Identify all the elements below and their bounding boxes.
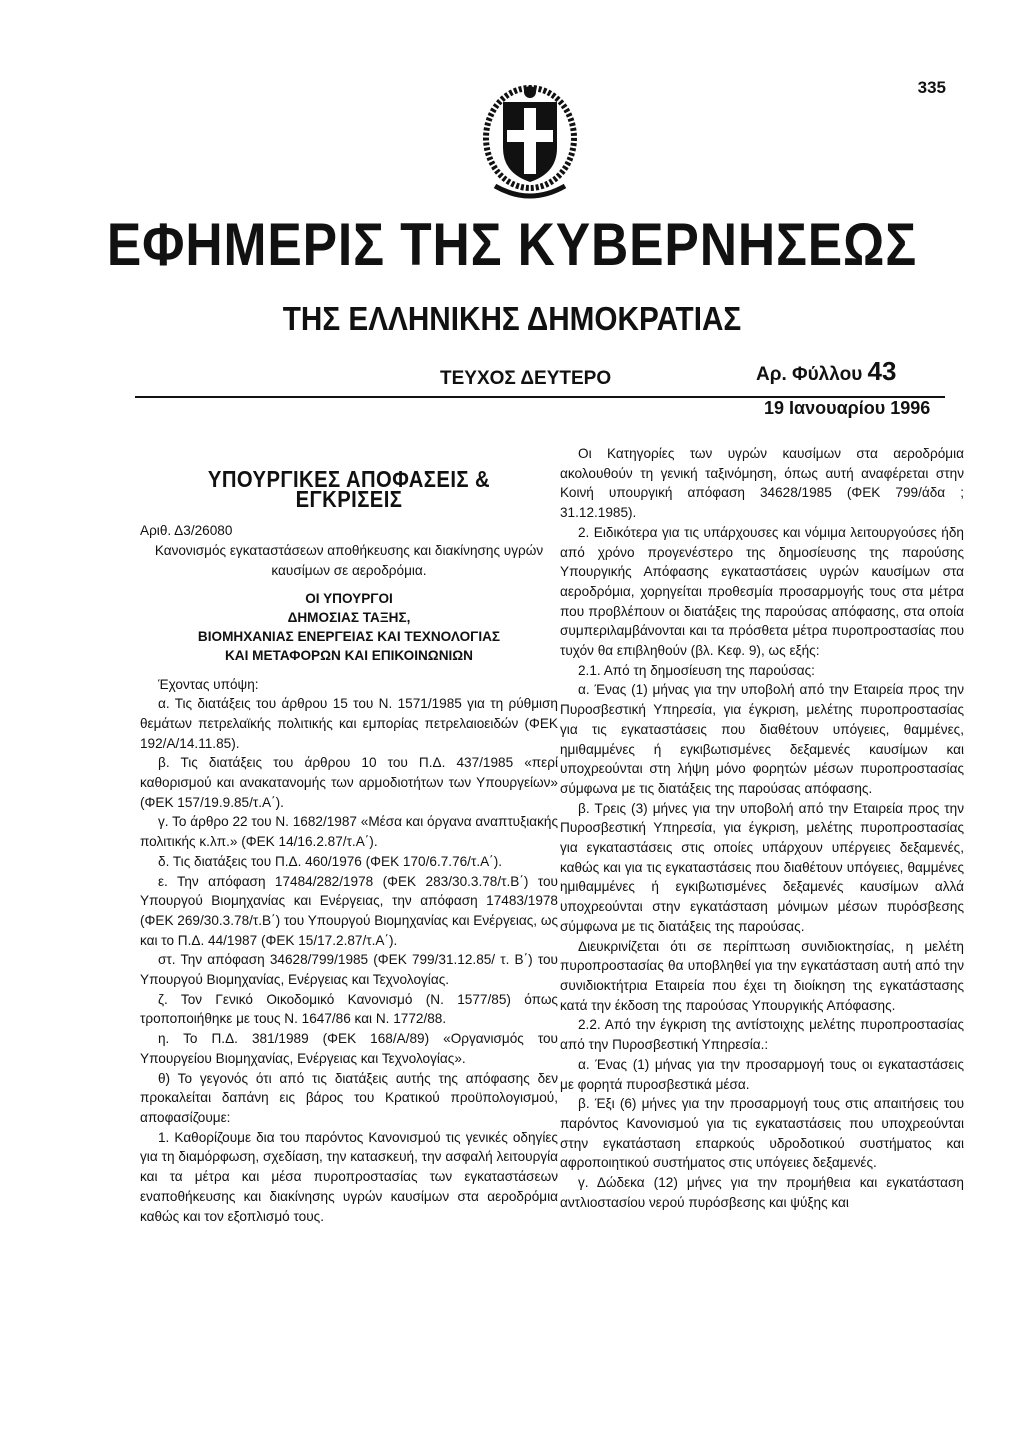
paragraph: δ. Τις διατάξεις του Π.Δ. 460/1976 (ΦΕΚ 170/6.7.76/τ.Α΄). xyxy=(158,853,503,869)
paragraph: ε. Την απόφαση 17484/282/1978 (ΦΕΚ 283/30.3.78/τ.Β΄) του Υπουργού Βιομηχανίας και Ενέργειας, την απόφαση 17483/1978 (ΦΕΚ 269/30.3.78/τ.Β΄) του Υπουργού Βιομηχανίας και Ενέργειας, ως και το Π.Δ. 44/1987 (ΦΕΚ 15/17.2.87/τ.Α΄). xyxy=(140,873,558,948)
paragraph: α. Ένας (1) μήνας για την προσαρμογή τους οι εγκαταστάσεις με φορητά πυροσβεστικά μέσα. xyxy=(560,1056,964,1092)
paragraph: 2.1. Από τη δημοσίευση της παρούσας: xyxy=(578,662,815,678)
sheet-number: 43 xyxy=(867,356,897,386)
page-number: 335 xyxy=(917,78,946,97)
paragraph: ζ. Τον Γενικό Οικοδομικό Κανονισμό (Ν. 1577/85) όπως τροποποιήθηκε με τους Ν. 1647/86 και Ν. 1772/88. xyxy=(140,991,558,1027)
paragraph: 2.2. Από την έγκριση της αντίστοιχης μελέτης πυροπροστασίας από την Πυροσβεστική Υπηρεσία.: xyxy=(560,1017,964,1053)
paragraph: α. Τις διατάξεις του άρθρου 15 του Ν. 1571/1985 για τη ρύθμιση θεμάτων πετρελαϊκής πολιτικής και εμπορίας πετρελαιοειδών (ΦΕΚ 192/Α/14.11.85). xyxy=(140,696,558,751)
issue-date: 19 Ιανουαρίου 1996 xyxy=(764,398,931,418)
left-column xyxy=(140,466,558,1226)
paragraph: β. Τρεις (3) μήνες για την υποβολή από την Εταιρεία προς την Πυροσβεστική Υπηρεσία, για έγκριση, μελέτης πυροπροστασίας για εγκαταστάσεις στις οποίες υπάρχουν υπέργειες δεξαμενές, καθώς και για τις εγκαταστάσεις που διαθέτουν υπόγειες, θαμμένες ημιθαμμένες ή εγκιβωτισμένες δεξαμενές καυσίμων αλλά υποχρεούνται στην εγκατάσταση μόνιμων μέσων πυρόσβεσης σύμφωνα με τις διατάξεις της παρούσας. xyxy=(560,800,964,934)
ministers-heading: ΟΙ ΥΠΟΥΡΓΟΙ ΔΗΜΟΣΙΑΣ ΤΑΞΗΣ, ΒΙΟΜΗΧΑΝΙΑΣ ΕΝΕΡΓΕΙΑΣ ΚΑΙ ΤΕΧΝΟΛΟΓΙΑΣ ΚΑΙ ΜΕΤΑΦΟΡΩΝ ΚΑΙ ΕΠΙΚΟΙΝΩΝΙΩΝ xyxy=(197,590,501,663)
paragraph: στ. Την απόφαση 34628/799/1985 (ΦΕΚ 799/31.12.85/ τ. Β΄) του Υπουργού Βιομηχανίας, Ενέργειας και Τεχνολογίας. xyxy=(140,952,558,988)
paragraph: Διευκρινίζεται ότι σε περίπτωση συνιδιοκτησίας, η μελέτη πυροπροστασίας θα υποβληθεί για την εγκατάσταση αυτή από την συνιδιοκτήτρια Εταιρεία που έχει τη διοίκηση της εγκατάστασης κατά την έκδοση της παρούσας Υπουργικής Απόφασης. xyxy=(560,938,964,1013)
greek-coat-of-arms-icon xyxy=(475,78,585,208)
paragraph: η. Το Π.Δ. 381/1989 (ΦΕΚ 168/Α/89) «Οργανισμός του Υπουργείου Βιομηχανίας, Ενέργειας και Τεχνολογίας». xyxy=(140,1031,558,1066)
sheet-number-block xyxy=(756,356,896,387)
paragraph: γ. Δώδεκα (12) μήνες για την προμήθεια και εγκατάσταση αντλιοστασίου νερού πυρόσβεσης και ψύξης και xyxy=(560,1175,964,1210)
decision-number: Αριθ. Δ3/26080 xyxy=(140,523,233,539)
paragraph: 2. Ειδικότερα για τις υπάρχουσες και νόμιμα λειτουργούσες ήδη από χρόνο προγενέστερο της δημοσίευσης της παρούσης Υπουργικής Απόφασης εγκαταστάσεις υγρών καυσίμων στα αεροδρόμια, χορηγείται προθεσμία προσαρμογής τους στα μέτρα που προβλέπουν οι διατάξεις της παρούσας απόφασης, στα οποία συμπεριλαμβάνονται και τα πρόσθετα μέτρα πυροπροστασίας που τυχόν θα επιβληθούν (βλ. Κεφ. 9), ως εξής: xyxy=(560,524,964,659)
paragraph: α. Ένας (1) μήνας για την υποβολή από την Εταιρεία προς την Πυροσβεστική Υπηρεσία, για έγκριση, μελέτης πυροπροστασίας για τις εγκαταστάσεις που διαθέτουν υπόγειες, θαμμένες, ημιθαμμένες ή εγκιβωτισμένες δεξαμενές καυσίμων και υποχρεούνται στη λήψη μόνο φορητών μέσων πυροπροστασίας σύμφωνα με τις διατάξεις της παρούσας απόφασης. xyxy=(560,682,964,796)
decision-subject: Κανονισμός εγκαταστάσεων αποθήκευσης και διακίνησης υγρών καυσίμων σε αεροδρόμια. xyxy=(154,543,544,578)
paragraph: θ) Το γεγονός ότι από τις διατάξεις αυτής της απόφασης δεν προκαλείται δαπάνη εις βάρος του Κρατικού προϋπολογισμού, αποφασίζουμε: xyxy=(140,1070,558,1125)
masthead-title: ΕΦΗΜΕΡΙΣ ΤΗΣ ΚΥΒΕΡΝΗΣΕΩΣ xyxy=(106,211,918,278)
paragraph: γ. Το άρθρο 22 του Ν. 1682/1987 «Μέσα και όργανα αναπτυξιακής πολιτικής κ.λπ.» (ΦΕΚ 14/16.2.87/τ.Α΄). xyxy=(140,814,558,850)
paragraph: Έχοντας υπόψη: xyxy=(158,676,259,692)
issue-label: ΤΕΥΧΟΣ ΔΕΥΤΕΡΟ xyxy=(440,368,612,389)
paragraph: β. Τις διατάξεις του άρθρου 10 του Π.Δ. 437/1985 «περί καθορισμού και ανακατανομής των αρμοδιοτήτων των Υπουργείων» (ΦΕΚ 157/19.9.85/τ.Α΄). xyxy=(140,755,558,810)
right-column xyxy=(560,444,964,1212)
paragraph: Οι Κατηγορίες των υγρών καυσίμων στα αεροδρόμια ακολουθούν τη γενική ταξινόμηση, όπως αυτή αναφέρεται στην Κοινή υπουργική απόφαση 34628/1985 (ΦΕΚ 799/άδα ; 31.12.1985). xyxy=(560,446,964,521)
masthead-subtitle: ΤΗΣ ΕΛΛΗΝΙΚΗΣ ΔΗΜΟΚΡΑΤΙΑΣ xyxy=(282,300,742,337)
sheet-label: Αρ. Φύλλου xyxy=(756,364,863,385)
section-title: ΥΠΟΥΡΓΙΚΕΣ ΑΠΟΦΑΣΕΙΣ & ΕΓΚΡΙΣΕΙΣ xyxy=(207,466,491,512)
paragraph: β. Έξι (6) μήνες για την προσαρμογή τους στις απαιτήσεις του παρόντος Κανονισμού για τις εγκαταστάσεις που υποχρεούνται στην εγκατάσταση επαρκούς υδροδοτικού συστήματος και αφροποιητικού συστήματος στις υπόγειες δεξαμενές. xyxy=(560,1096,964,1171)
paragraph: 1. Καθορίζουμε δια του παρόντος Κανονισμού τις γενικές οδηγίες για τη διαμόρφωση, σχεδίαση, την κατασκευή, την ασφαλή λειτουργία και τα μέτρα και μέσα πυροπροστασίας των εγκαταστάσεων εναποθήκευσης και διακίνησης υγρών καυσίμων στα αεροδρόμια καθώς και τον εξοπλισμό τους. xyxy=(140,1129,558,1224)
